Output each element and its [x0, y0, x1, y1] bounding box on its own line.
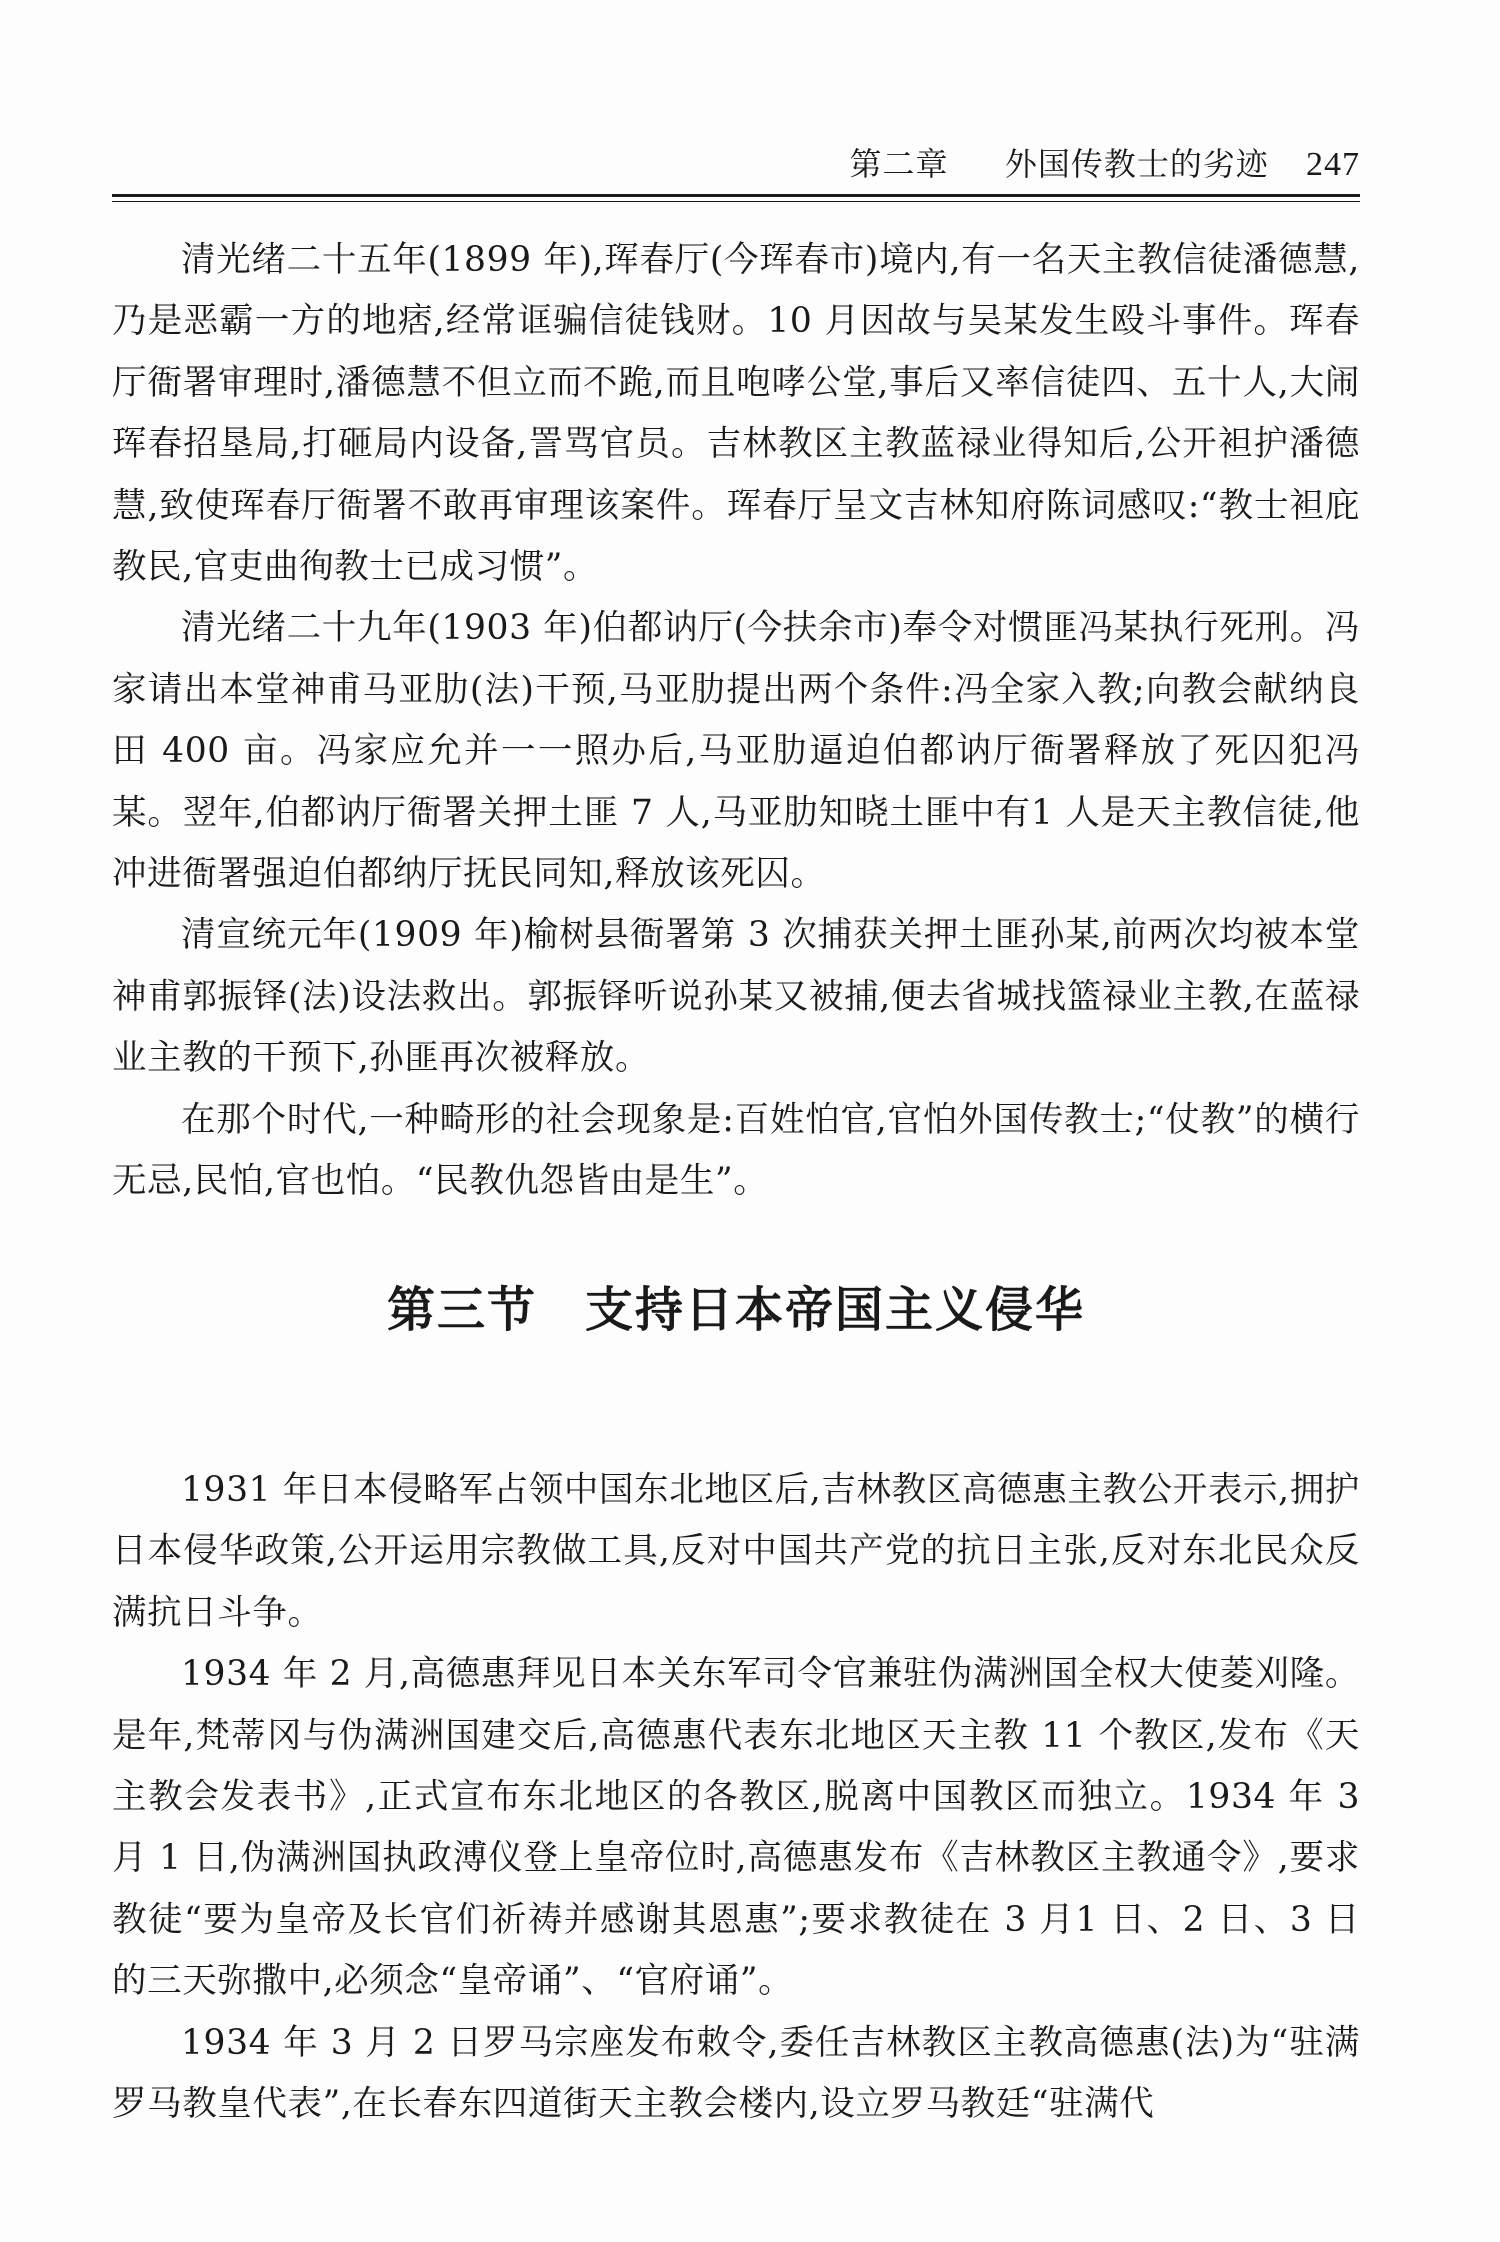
chapter-label: 第二章 — [849, 145, 949, 183]
paragraph-boduna-case: 清光绪二十九年(1903 年)伯都讷厅(今扶余市)奉令对惯匪冯某执行死刑。冯家请出本堂神甫马亚肋(法)干预,马亚肋提出两个条件:冯全家入教;向教会献纳良田 400 亩。冯家应允并一一照办后,马亚肋逼迫伯都讷厅衙署释放了死囚犯冯某。翌年,伯都讷厅衙署关押土匪 7 人,马亚肋知晓土匪中有1 人是天主教信徒,他冲进衙署强迫伯都纳厅抚民同知,释放该死囚。 — [112, 608, 1360, 895]
paragraph-1931: 1931 年日本侵略军占领中国东北地区后,吉林教区高德惠主教公开表示,拥护日本侵华政策,公开运用宗教做工具,反对中国共产党的抗日主张,反对东北民众反满抗日斗争。 — [112, 1470, 1360, 1633]
paragraph-social-phenomenon: 在那个时代,一种畸形的社会现象是:百姓怕官,官怕外国传教士;“仗教”的横行无忌,民怕,官也怕。“民教仇怨皆由是生”。 — [112, 1099, 1360, 1202]
chapter-title: 外国传教士的劣迹 — [1004, 145, 1269, 183]
text-block-after-section — [112, 1460, 1360, 2135]
running-header — [112, 140, 1360, 188]
paragraph-yushu-case: 清宣统元年(1909 年)榆树县衙署第 3 次捕获关押土匪孙某,前两次均被本堂神甫郭振铎(法)设法救出。郭振铎听说孙某又被捕,便去省城找篮禄业主教,在蓝禄业主教的干预下,孙匪再次被释放。 — [112, 915, 1360, 1079]
paragraph-hunchun-case: 清光绪二十五年(1899 年),珲春厅(今珲春市)境内,有一名天主教信徒潘德慧,乃是恶霸一方的地痞,经常诓骗信徒钱财。10 月因故与吴某发生殴斗事件。珲春厅衙署审理时,潘德慧不但立而不跪,而且咆哮公堂,事后又率信徒四、五十人,大闹珲春招垦局,打砸局内设备,詈骂官员。吉林教区主教蓝禄业得知后,公开袒护潘德慧,致使珲春厅衙署不敢再审理该案件。珲春厅呈文吉林知府陈词感叹:“教士袒庇教民,官吏曲徇教士已成习惯”。 — [112, 240, 1360, 588]
text-block-before-section — [112, 230, 1360, 1213]
paragraph-1934-march: 1934 年 3 月 2 日罗马宗座发布敕令,委任吉林教区主教高德惠(法)为“驻满罗马教皇代表”,在长春东四道街天主教会楼内,设立罗马教廷“驻满代 — [112, 2022, 1360, 2125]
section-heading — [112, 1270, 1360, 1350]
header-rule — [112, 194, 1360, 202]
page-number: 247 — [1306, 146, 1360, 183]
section-title: 支持日本帝国主义侵华 — [585, 1282, 1086, 1338]
paragraph-1934-february: 1934 年 2 月,高德惠拜见日本关东军司令官兼驻伪满洲国全权大使菱刈隆。是年,梵蒂冈与伪满洲国建交后,高德惠代表东北地区天主教 11 个教区,发布《天主教会发表书》,正式宣布东北地区的各教区,脱离中国教区而独立。1934 年 3 月 1 日,伪满洲国执政溥仪登上皇帝位时,高德惠发布《吉林教区主教通令》,要求教徒“要为皇帝及长官们祈祷并感谢其恩惠”;要求教徒在 3 月1 日、2 日、3 日的三天弥撒中,必须念“皇帝诵”、“官府诵”。 — [112, 1654, 1360, 2002]
section-number: 第三节 — [386, 1282, 537, 1338]
